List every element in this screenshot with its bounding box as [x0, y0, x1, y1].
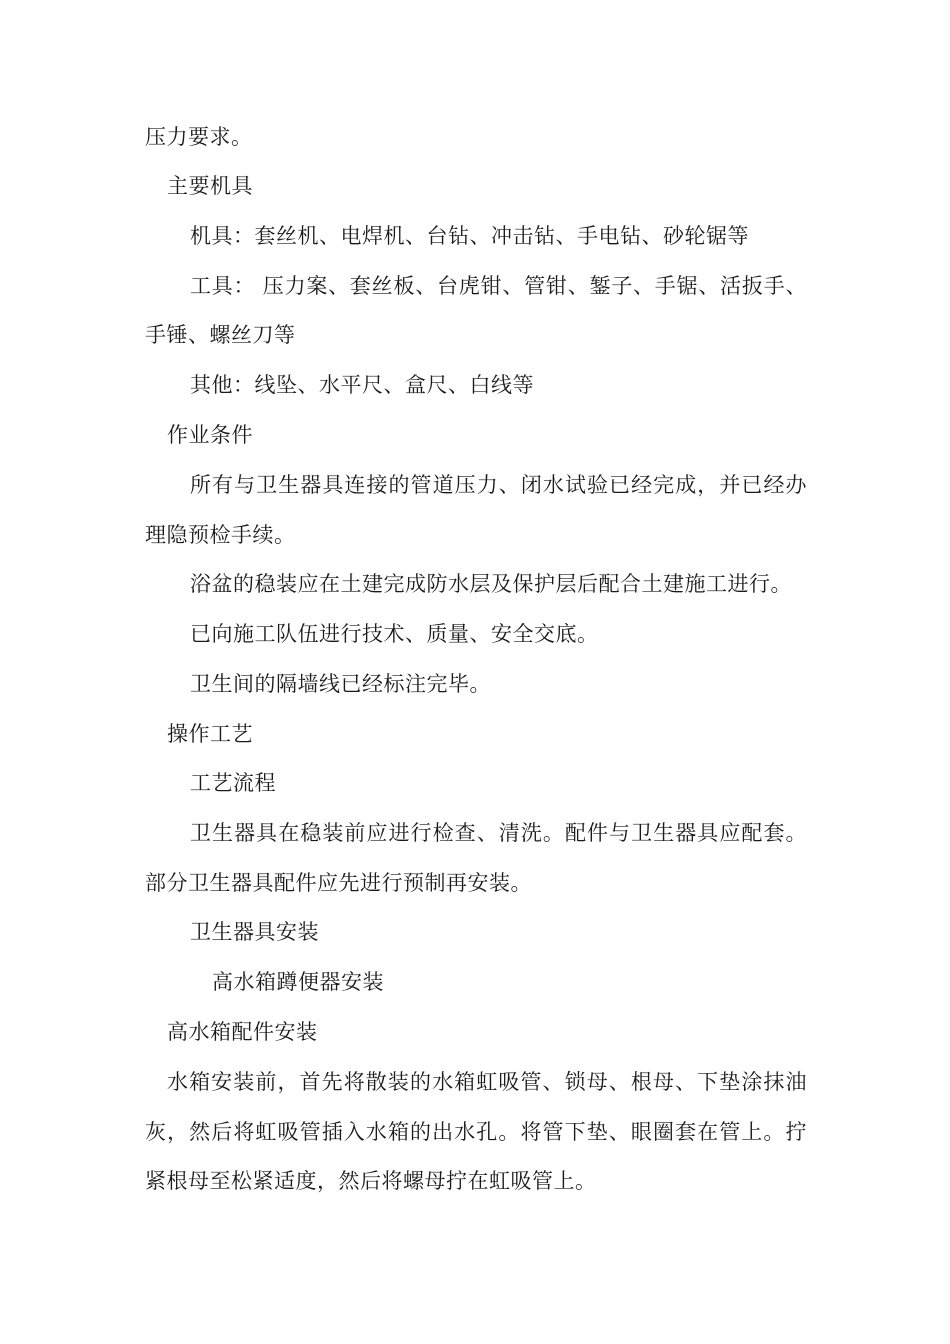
text-line-others: 其他：线坠、水平尺、盒尺、白线等 — [190, 373, 534, 397]
text-line-flow-1: 卫生器具在稳装前应进行检查、清洗。配件与卫生器具应配套。 — [190, 821, 807, 845]
text-line-tools-cont: 手锤、螺丝刀等 — [145, 323, 296, 347]
text-line-1: 压力要求。 — [145, 125, 253, 149]
text-line-condition-1-cont: 理隐预检手续。 — [145, 523, 296, 547]
text-line-flow-1-cont: 部分卫生器具配件应先进行预制再安装。 — [145, 871, 532, 895]
text-line-condition-4: 卫生间的隔墙线已经标注完毕。 — [190, 672, 491, 696]
section-heading-main-tools: 主要机具 — [167, 174, 253, 198]
section-heading-operation-process: 操作工艺 — [167, 722, 253, 746]
subsection-heading-tank-fittings: 高水箱配件安装 — [167, 1020, 318, 1044]
section-heading-work-conditions: 作业条件 — [167, 423, 253, 447]
subsection-heading-fixture-install: 卫生器具安装 — [190, 920, 319, 944]
text-line-tank-3: 紧根母至松紧适度，然后将螺母拧在虹吸管上。 — [145, 1169, 597, 1193]
text-line-machines: 机具：套丝机、电焊机、台钻、冲击钻、手电钻、砂轮锯等 — [190, 224, 749, 248]
text-line-condition-1: 所有与卫生器具连接的管道压力、闭水试验已经完成，并已经办 — [190, 473, 807, 497]
text-line-condition-3: 已向施工队伍进行技术、质量、安全交底。 — [190, 622, 599, 646]
text-line-tools: 工具： 压力案、套丝板、台虎钳、管钳、錾子、手锯、活扳手、 — [190, 274, 807, 298]
subsection-heading-high-tank-squat: 高水箱蹲便器安装 — [212, 970, 384, 994]
subsection-heading-process-flow: 工艺流程 — [190, 771, 276, 795]
text-line-condition-2: 浴盆的稳装应在土建完成防水层及保护层后配合土建施工进行。 — [190, 572, 792, 596]
text-line-tank-2: 灰，然后将虹吸管插入水箱的出水孔。将管下垫、眼圈套在管上。拧 — [145, 1120, 807, 1144]
text-line-tank-1: 水箱安装前，首先将散装的水箱虹吸管、锁母、根母、下垫涂抹油 — [167, 1070, 807, 1094]
